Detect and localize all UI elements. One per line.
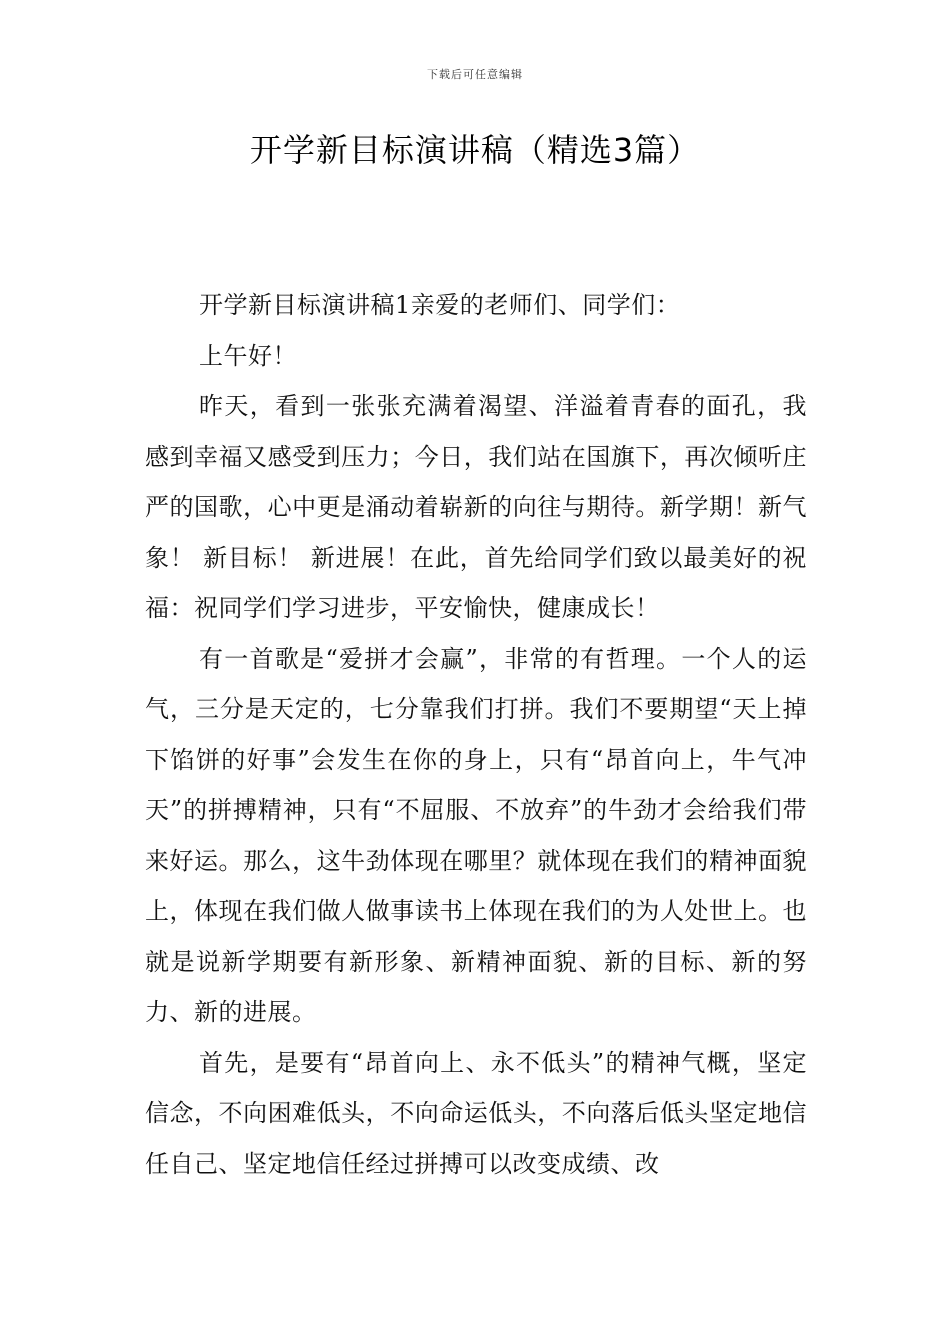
document-body: [145, 280, 807, 1189]
paragraph-opening: 昨天，看到一张张充满着渴望、洋溢着青春的面孔，我感到幸福又感受到压力；今日，我们站在国旗下，再次倾听庄严的国歌，心中更是涌动着崭新的向往与期待。新学期！新气象！ 新目标！ 新进展！在此，首先给同学们致以最美好的祝福：祝同学们学习进步，平安愉快，健康成长！: [145, 392, 807, 622]
paragraph-salutation: 上午好！: [199, 341, 297, 370]
paragraph-first-point: 首先，是要有“昂首向上、永不低头”的精神气概，坚定信念，不向困难低头，不向命运低头，不向落后低头坚定地信任自己、坚定地信任经过拼搏可以改变成绩、改: [145, 1048, 807, 1178]
document-title: 开学新目标演讲稿（精选3篇）: [249, 131, 701, 169]
paragraph-greeting: 开学新目标演讲稿1亲爱的老师们、同学们：: [199, 291, 681, 319]
header-note: 下载后可任意编辑: [427, 68, 523, 81]
paragraph-song: 有一首歌是“爱拼才会赢”，非常的有哲理。一个人的运气，三分是天定的，七分靠我们打拼。我们不要期望“天上掉下馅饼的好事”会发生在你的身上，只有“昂首向上，牛气冲天”的拼搏精神，只有“不屈服、不放弃”的牛劲才会给我们带来好运。那么，这牛劲体现在哪里？就体现在我们的精神面貌上，体现在我们做人做事读书上体现在我们的为人处世上。也就是说新学期要有新形象、新精神面貌、新的目标、新的努力、新的进展。: [145, 644, 807, 1026]
